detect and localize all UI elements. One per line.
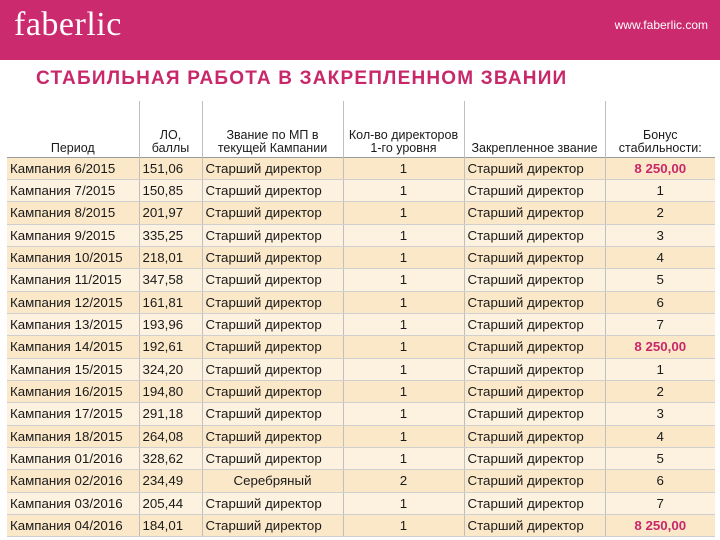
table-row <box>7 358 715 380</box>
brand-header <box>0 0 720 60</box>
cell-points: 218,01 <box>139 246 202 268</box>
cell-bonus: 3 <box>605 403 715 425</box>
cell-directors: 1 <box>343 202 464 224</box>
cell-directors: 1 <box>343 246 464 268</box>
table-row <box>7 313 715 335</box>
cell-period: Кампания 18/2015 <box>7 425 139 447</box>
cell-bonus: 2 <box>605 202 715 224</box>
table-row <box>7 447 715 469</box>
cell-period: Кампания 8/2015 <box>7 202 139 224</box>
table-row <box>7 157 715 179</box>
cell-directors: 1 <box>343 492 464 514</box>
cell-bonus: 7 <box>605 492 715 514</box>
cell-rank: Старший директор <box>202 313 343 335</box>
cell-rank: Старший директор <box>202 447 343 469</box>
cell-directors: 1 <box>343 157 464 179</box>
cell-bonus: 8 250,00 <box>605 336 715 358</box>
cell-directors: 1 <box>343 313 464 335</box>
column-header-points: ЛО, баллы <box>139 101 202 157</box>
cell-fixed-rank: Старший директор <box>464 470 605 492</box>
table-row <box>7 425 715 447</box>
cell-fixed-rank: Старший директор <box>464 447 605 469</box>
column-header-directors: Кол-во директоров 1-го уровня <box>343 101 464 157</box>
cell-fixed-rank: Старший директор <box>464 269 605 291</box>
cell-bonus: 8 250,00 <box>605 157 715 179</box>
cell-points: 193,96 <box>139 313 202 335</box>
cell-period: Кампания 13/2015 <box>7 313 139 335</box>
cell-directors: 1 <box>343 336 464 358</box>
cell-period: Кампания 14/2015 <box>7 336 139 358</box>
table-row <box>7 246 715 268</box>
cell-bonus: 3 <box>605 224 715 246</box>
cell-points: 347,58 <box>139 269 202 291</box>
cell-bonus: 5 <box>605 269 715 291</box>
table-body <box>7 157 715 537</box>
cell-rank: Старший директор <box>202 336 343 358</box>
table-row <box>7 403 715 425</box>
cell-rank: Старший директор <box>202 380 343 402</box>
cell-rank: Старший директор <box>202 157 343 179</box>
cell-directors: 2 <box>343 470 464 492</box>
cell-fixed-rank: Старший директор <box>464 336 605 358</box>
cell-fixed-rank: Старший директор <box>464 291 605 313</box>
cell-period: Кампания 02/2016 <box>7 470 139 492</box>
cell-period: Кампания 17/2015 <box>7 403 139 425</box>
page-title: СТАБИЛЬНАЯ РАБОТА В ЗАКРЕПЛЕННОМ ЗВАНИИ <box>36 68 568 89</box>
cell-directors: 1 <box>343 425 464 447</box>
table-row <box>7 179 715 201</box>
cell-points: 234,49 <box>139 470 202 492</box>
cell-directors: 1 <box>343 269 464 291</box>
cell-points: 335,25 <box>139 224 202 246</box>
stability-table <box>7 101 715 537</box>
table-row <box>7 269 715 291</box>
cell-rank: Старший директор <box>202 246 343 268</box>
cell-points: 264,08 <box>139 425 202 447</box>
cell-points: 161,81 <box>139 291 202 313</box>
cell-points: 150,85 <box>139 179 202 201</box>
cell-directors: 1 <box>343 179 464 201</box>
cell-points: 291,18 <box>139 403 202 425</box>
cell-bonus: 1 <box>605 179 715 201</box>
cell-fixed-rank: Старший директор <box>464 515 605 537</box>
cell-bonus: 1 <box>605 358 715 380</box>
cell-bonus: 7 <box>605 313 715 335</box>
cell-points: 194,80 <box>139 380 202 402</box>
cell-bonus: 6 <box>605 470 715 492</box>
cell-fixed-rank: Старший директор <box>464 380 605 402</box>
table-row <box>7 470 715 492</box>
cell-fixed-rank: Старший директор <box>464 425 605 447</box>
cell-rank: Старший директор <box>202 425 343 447</box>
cell-fixed-rank: Старший директор <box>464 403 605 425</box>
cell-period: Кампания 16/2015 <box>7 380 139 402</box>
cell-fixed-rank: Старший директор <box>464 157 605 179</box>
cell-points: 201,97 <box>139 202 202 224</box>
cell-bonus: 6 <box>605 291 715 313</box>
table-row <box>7 492 715 514</box>
cell-period: Кампания 9/2015 <box>7 224 139 246</box>
cell-rank: Старший директор <box>202 179 343 201</box>
cell-period: Кампания 15/2015 <box>7 358 139 380</box>
cell-rank: Старший директор <box>202 515 343 537</box>
cell-points: 205,44 <box>139 492 202 514</box>
table-row <box>7 336 715 358</box>
cell-fixed-rank: Старший директор <box>464 358 605 380</box>
cell-directors: 1 <box>343 380 464 402</box>
table-header-row <box>7 101 715 157</box>
cell-points: 328,62 <box>139 447 202 469</box>
table-row <box>7 202 715 224</box>
cell-rank: Старший директор <box>202 202 343 224</box>
column-header-fixed-rank: Закрепленное звание <box>464 101 605 157</box>
cell-fixed-rank: Старший директор <box>464 492 605 514</box>
cell-period: Кампания 10/2015 <box>7 246 139 268</box>
cell-rank: Старший директор <box>202 492 343 514</box>
cell-rank: Старший директор <box>202 358 343 380</box>
column-header-bonus: Бонус стабильности: <box>605 101 715 157</box>
cell-directors: 1 <box>343 515 464 537</box>
cell-fixed-rank: Старший директор <box>464 246 605 268</box>
cell-bonus: 4 <box>605 425 715 447</box>
cell-bonus: 2 <box>605 380 715 402</box>
table-row <box>7 380 715 402</box>
cell-directors: 1 <box>343 447 464 469</box>
column-header-period: Период <box>7 101 139 157</box>
cell-period: Кампания 03/2016 <box>7 492 139 514</box>
cell-points: 192,61 <box>139 336 202 358</box>
cell-rank: Старший директор <box>202 224 343 246</box>
table-row <box>7 515 715 537</box>
cell-directors: 1 <box>343 224 464 246</box>
table-row <box>7 224 715 246</box>
cell-period: Кампания 01/2016 <box>7 447 139 469</box>
cell-points: 184,01 <box>139 515 202 537</box>
cell-points: 151,06 <box>139 157 202 179</box>
cell-fixed-rank: Старший директор <box>464 313 605 335</box>
cell-directors: 1 <box>343 358 464 380</box>
cell-rank: Старший директор <box>202 291 343 313</box>
cell-rank: Старший директор <box>202 403 343 425</box>
cell-rank: Серебряный <box>202 470 343 492</box>
cell-fixed-rank: Старший директор <box>464 202 605 224</box>
site-url: www.faberlic.com <box>614 18 708 32</box>
cell-bonus: 8 250,00 <box>605 515 715 537</box>
cell-rank: Старший директор <box>202 269 343 291</box>
cell-bonus: 4 <box>605 246 715 268</box>
cell-bonus: 5 <box>605 447 715 469</box>
table-row <box>7 291 715 313</box>
cell-period: Кампания 7/2015 <box>7 179 139 201</box>
cell-period: Кампания 04/2016 <box>7 515 139 537</box>
cell-period: Кампания 12/2015 <box>7 291 139 313</box>
stability-table-container <box>7 101 715 540</box>
cell-fixed-rank: Старший директор <box>464 179 605 201</box>
cell-points: 324,20 <box>139 358 202 380</box>
column-header-rank: Звание по МП в текущей Кампании <box>202 101 343 157</box>
cell-period: Кампания 6/2015 <box>7 157 139 179</box>
faberlic-logo: faberlic <box>14 6 122 43</box>
cell-directors: 1 <box>343 403 464 425</box>
cell-period: Кампания 11/2015 <box>7 269 139 291</box>
cell-directors: 1 <box>343 291 464 313</box>
cell-fixed-rank: Старший директор <box>464 224 605 246</box>
